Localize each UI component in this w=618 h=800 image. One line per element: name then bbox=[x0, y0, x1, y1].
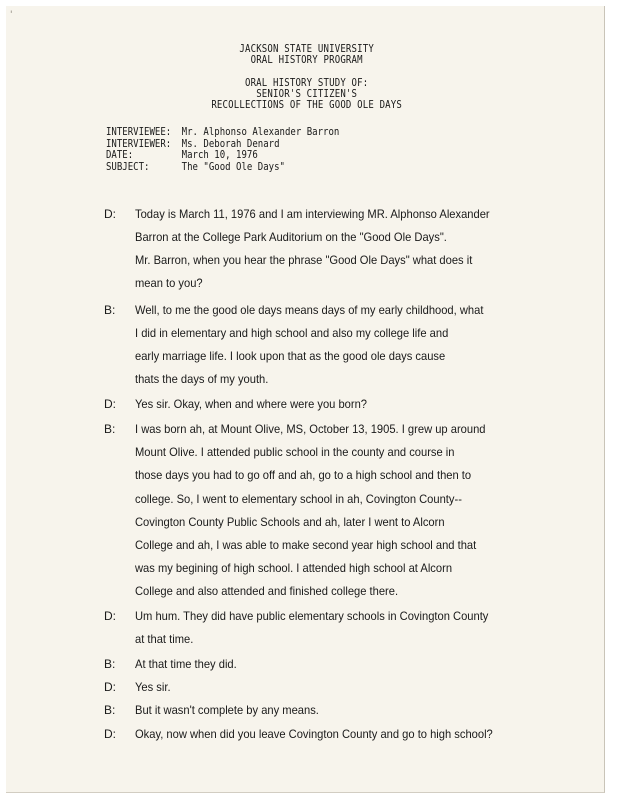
transcript-line: But it wasn't complete by any means. bbox=[135, 703, 319, 717]
speaker-label: B: bbox=[104, 303, 116, 317]
meta-value: The "Good Ole Days" bbox=[181, 160, 285, 173]
transcript-line: was my begining of high school. I attended high school at Alcorn bbox=[135, 561, 453, 575]
speaker-label: B: bbox=[104, 657, 116, 671]
meta-value: Ms. Deborah Denard bbox=[181, 137, 280, 150]
speaker-label: D: bbox=[104, 680, 116, 694]
corner-mark: ' bbox=[10, 10, 13, 20]
header-recollections: RECOLLECTIONS OF THE GOOD OLE DAYS bbox=[211, 99, 403, 111]
speaker-label: D: bbox=[104, 609, 116, 623]
meta-key: INTERVIEWEE: bbox=[106, 126, 172, 138]
transcript-line: thats the days of my youth. bbox=[135, 372, 269, 386]
transcript-line: college. So, I went to elementary school in ah, Covington County-- bbox=[135, 492, 462, 506]
header-study: ORAL HISTORY STUDY OF: bbox=[244, 77, 369, 89]
document-page bbox=[6, 6, 605, 793]
meta-key: DATE: bbox=[106, 149, 134, 161]
transcript-line: Today is March 11, 1976 and I am interviewing MR. Alphonso Alexander bbox=[135, 207, 490, 221]
transcript-line: College and ah, I was able to make second year high school and that bbox=[135, 538, 477, 552]
header-university: JACKSON STATE UNIVERSITY bbox=[239, 43, 374, 55]
speaker-label: D: bbox=[104, 397, 116, 411]
transcript-line: mean to you? bbox=[135, 276, 203, 290]
transcript-line: Covington County Public Schools and ah, later I went to Alcorn bbox=[135, 515, 445, 529]
transcript-line: Mr. Barron, when you hear the phrase "Good Ole Days" what does it bbox=[135, 253, 473, 267]
transcript-line: I did in elementary and high school and also my college life and bbox=[135, 326, 449, 340]
transcript-line: at that time. bbox=[135, 632, 194, 646]
speaker-label: B: bbox=[104, 422, 116, 436]
header-program: ORAL HISTORY PROGRAM bbox=[250, 54, 363, 66]
transcript-line: Okay, now when did you leave Covington County and go to high school? bbox=[135, 727, 493, 741]
meta-key: SUBJECT: bbox=[106, 160, 150, 173]
meta-key: INTERVIEWER: bbox=[106, 137, 172, 150]
header-citizens: SENIOR'S CITIZEN'S bbox=[256, 88, 358, 100]
transcript-line: Yes sir. bbox=[135, 680, 171, 694]
transcript-line: I was born ah, at Mount Olive, MS, October 13, 1905. I grew up around bbox=[135, 422, 486, 436]
interview-metadata bbox=[106, 127, 339, 173]
meta-subject bbox=[106, 162, 339, 174]
transcript-line: those days you had to go off and ah, go to a high school and then to bbox=[135, 468, 472, 482]
transcript-line: Um hum. They did have public elementary schools in Covington County bbox=[135, 609, 489, 623]
transcript-line: College and also attended and finished college there. bbox=[135, 584, 399, 598]
meta-value: March 10, 1976 bbox=[181, 149, 258, 161]
transcript-line: early marriage life. I look upon that as the good ole days cause bbox=[135, 349, 446, 363]
speaker-label: D: bbox=[104, 727, 116, 741]
speaker-label: B: bbox=[104, 703, 116, 717]
transcript-line: Well, to me the good ole days means days of my early childhood, what bbox=[135, 303, 484, 317]
transcript-line: Yes sir. Okay, when and where were you born? bbox=[135, 397, 368, 411]
transcript-line: At that time they did. bbox=[135, 657, 237, 671]
transcript-line: Barron at the College Park Auditorium on the "Good Ole Days". bbox=[135, 230, 447, 244]
meta-value: Mr. Alphonso Alexander Barron bbox=[181, 126, 340, 138]
transcript-line: Mount Olive. I attended public school in the county and course in bbox=[135, 445, 455, 459]
speaker-label: D: bbox=[104, 207, 116, 221]
